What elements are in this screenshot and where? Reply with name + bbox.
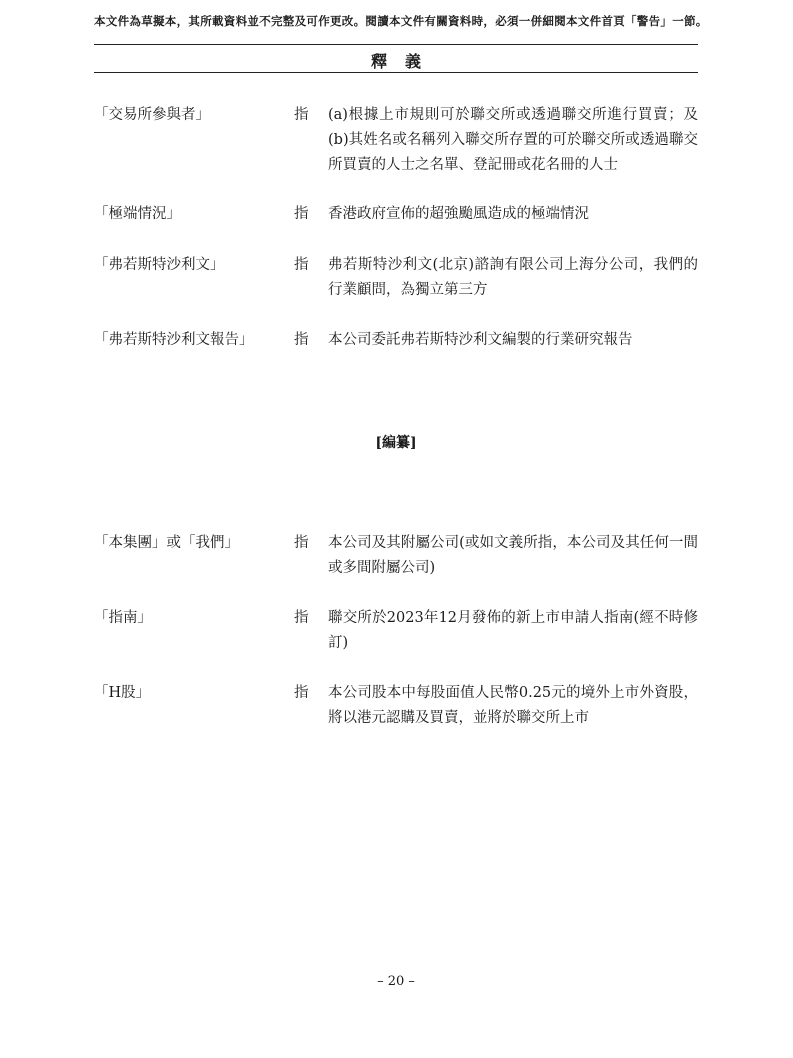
defined-term: 「交易所參與者」 xyxy=(94,107,210,123)
refers-to-label: 指 xyxy=(294,610,309,626)
definition-text: (a)根據上市規則可於聯交所或透過聯交所進行買賣；及(b)其姓名或名稱列入聯交所存置的可於聯交所或透過聯交所買賣的人士之名單、登記冊或花名冊的人士 xyxy=(328,107,698,173)
defined-term: 「弗若斯特沙利文」 xyxy=(94,257,225,273)
page-number: – 20 – xyxy=(377,974,415,989)
redacted-marker: [編纂] xyxy=(375,435,417,451)
header-rule-bottom xyxy=(94,72,698,73)
defined-term: 「弗若斯特沙利文報告」 xyxy=(94,332,254,348)
defined-term: 「本集團」或「我們」 xyxy=(94,535,239,551)
refers-to-label: 指 xyxy=(294,535,309,551)
refers-to-label: 指 xyxy=(294,332,309,348)
defined-term: 「H股」 xyxy=(94,685,151,701)
definition-text: 香港政府宣佈的超強颱風造成的極端情況 xyxy=(328,206,589,222)
defined-term: 「極端情況」 xyxy=(94,206,181,222)
refers-to-label: 指 xyxy=(294,685,309,701)
definition-text: 本公司股本中每股面值人民幣0.25元的境外上市外資股，將以港元認購及買賣，並將於聯交所上市 xyxy=(328,685,698,726)
defined-term: 「指南」 xyxy=(94,610,152,626)
definition-text: 本公司及其附屬公司(或如文義所指，本公司及其任何一間或多間附屬公司) xyxy=(328,535,698,576)
refers-to-label: 指 xyxy=(294,257,309,273)
definition-text: 本公司委託弗若斯特沙利文編製的行業研究報告 xyxy=(328,332,633,348)
refers-to-label: 指 xyxy=(294,206,309,222)
section-title: 釋義 xyxy=(370,52,439,71)
refers-to-label: 指 xyxy=(294,107,309,123)
definition-text: 聯交所於2023年12月發佈的新上市申請人指南(經不時修訂) xyxy=(328,610,698,651)
draft-warning: 本文件為草擬本，其所載資料並不完整及可作更改。閱讀本文件有關資料時，必須一併細閱本文件首頁「警告」一節。 xyxy=(94,14,708,28)
definition-text: 弗若斯特沙利文(北京)諮詢有限公司上海分公司，我們的行業顧問，為獨立第三方 xyxy=(328,257,698,298)
header-rule-top xyxy=(94,44,698,45)
